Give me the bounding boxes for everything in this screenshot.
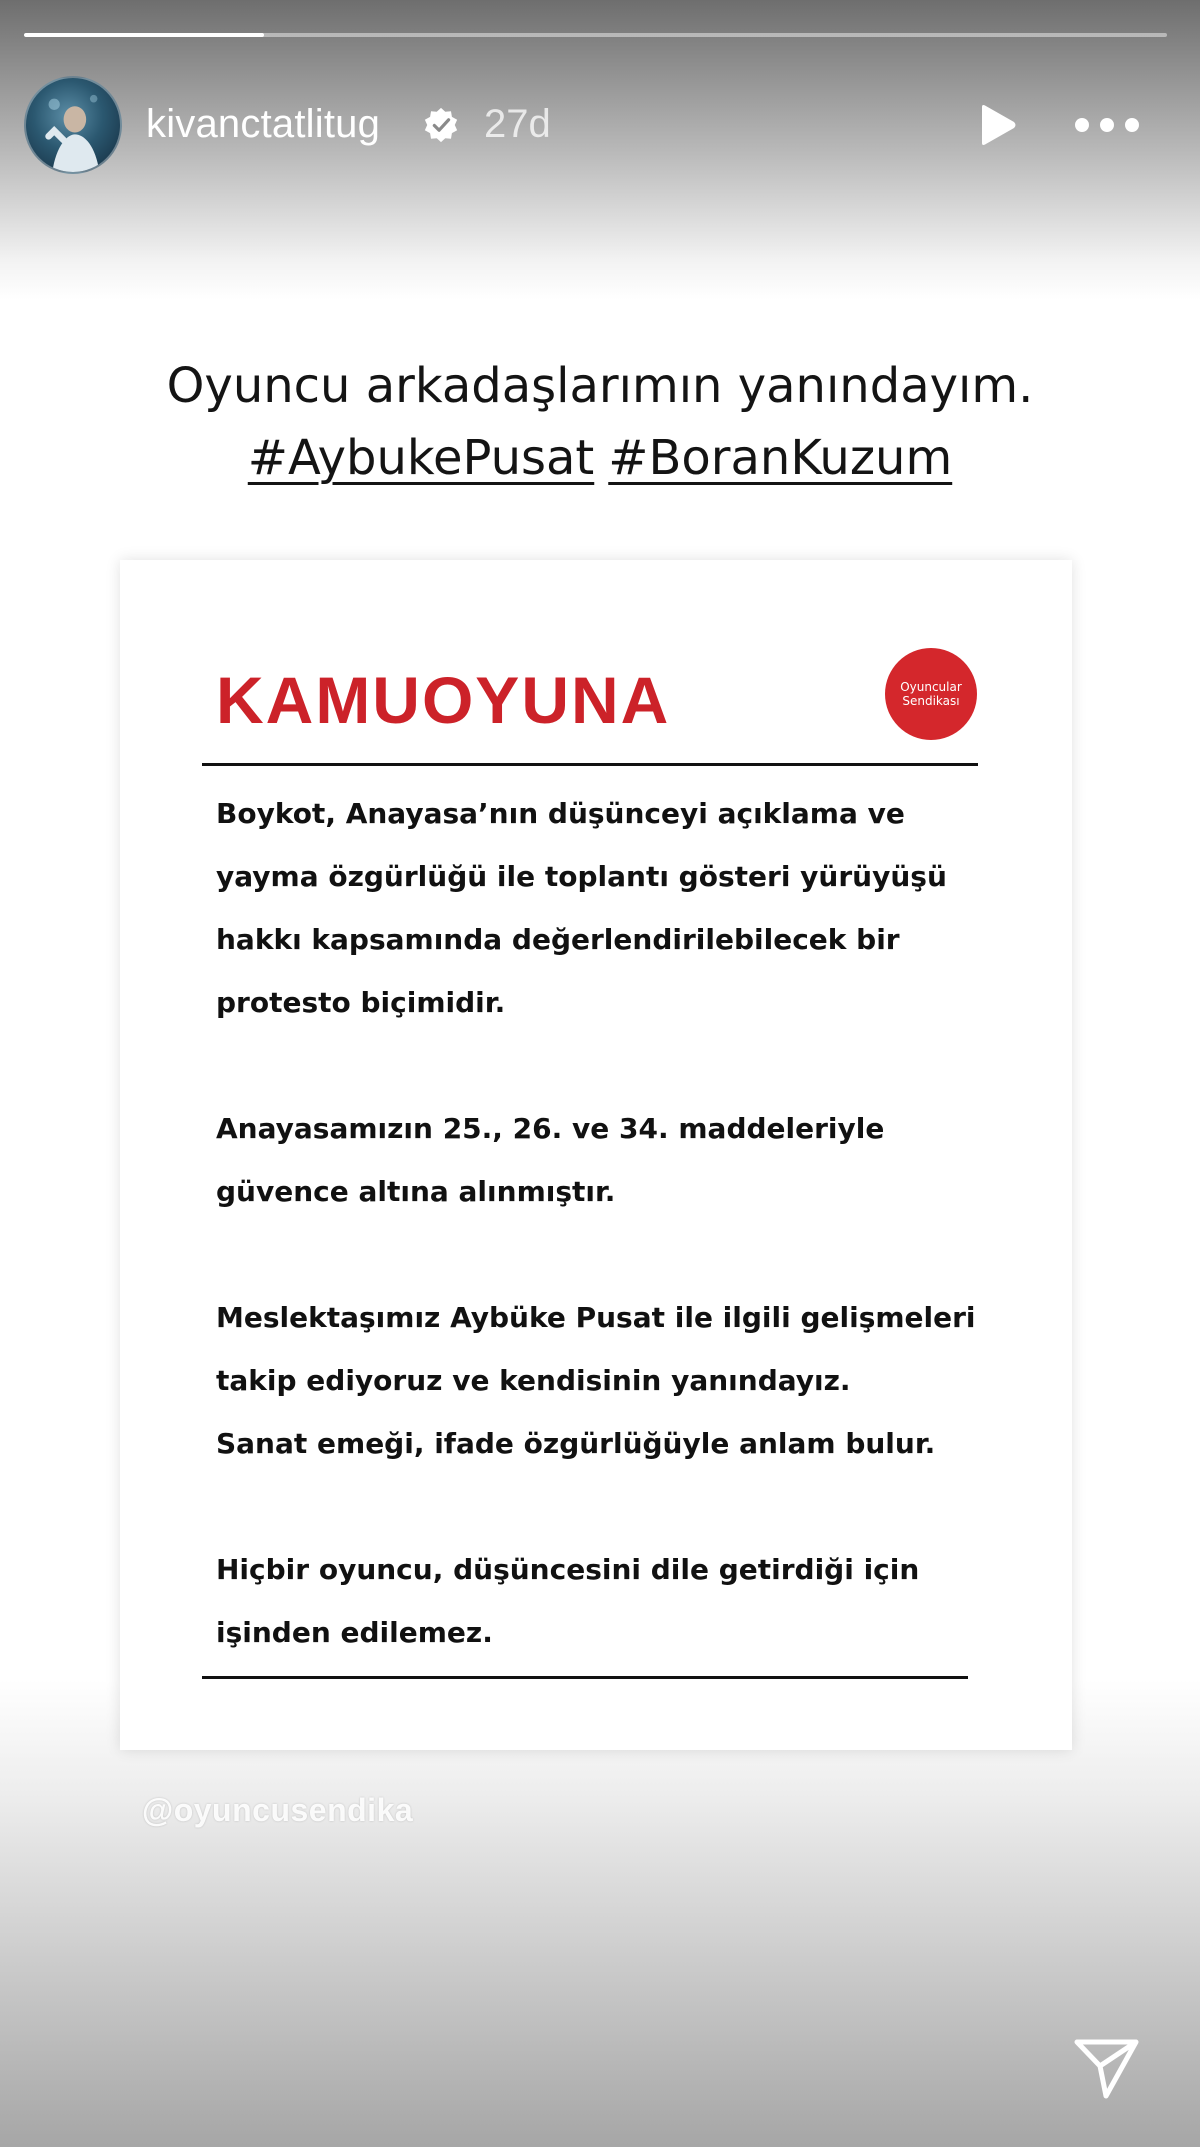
caption-text: Oyuncu arkadaşlarımın yanındayım. [166, 358, 1034, 414]
play-icon[interactable] [974, 102, 1020, 148]
text-line: işinden edilemez. [216, 1616, 493, 1649]
story-progress-bar [24, 33, 1167, 37]
share-icon[interactable] [1072, 2036, 1142, 2100]
announcement-body [216, 782, 976, 1664]
story-caption [0, 350, 1200, 494]
oyuncular-sendikasi-logo [885, 648, 977, 740]
more-options-icon[interactable] [1072, 112, 1142, 138]
text-line: Anayasamızın 25., 26. ve 34. maddeleriyle [216, 1112, 885, 1145]
top-divider [202, 763, 978, 766]
logo-text-line-2: Sendikası [902, 694, 960, 708]
story-progress-fill [24, 33, 264, 37]
text-line: hakkı kapsamında değerlendirilebilecek bir [216, 923, 900, 956]
hashtag-row [0, 422, 1200, 494]
logo-text-line-1: Oyuncular [900, 680, 962, 694]
text-line: güvence altına alınmıştır. [216, 1175, 616, 1208]
text-line: Sanat emeği, ifade özgürlüğüyle anlam bulur. [216, 1427, 936, 1460]
username[interactable]: kivanctatlitug [146, 102, 381, 146]
verified-badge-icon [422, 106, 460, 144]
paragraph-4 [216, 1538, 976, 1664]
text-line: Hiçbir oyuncu, düşüncesini dile getirdiği için [216, 1553, 920, 1586]
avatar-photo-icon [26, 78, 120, 172]
mention-sticker[interactable]: @oyuncusendika [142, 1792, 414, 1828]
story-header [24, 76, 1176, 176]
paragraph-3 [216, 1286, 976, 1475]
text-line: Meslektaşımız Aybüke Pusat ile ilgili gelişmeleri [216, 1301, 976, 1334]
avatar[interactable] [24, 76, 122, 174]
paragraph-1 [216, 782, 976, 1034]
hashtag-borankuzum[interactable]: #BoranKuzum [608, 430, 953, 486]
card-title: KAMUOYUNA [216, 663, 671, 737]
post-time: 27d [484, 102, 551, 146]
text-line: yayma özgürlüğü ile toplantı gösteri yürüyüşü [216, 860, 947, 893]
hashtag-aybukepusat[interactable]: #AybukePusat [247, 430, 595, 486]
text-line: takip ediyoruz ve kendisinin yanındayız. [216, 1364, 851, 1397]
text-line: Boykot, Anayasa’nın düşünceyi açıklama ve [216, 797, 905, 830]
text-line: protesto biçimidir. [216, 986, 506, 1019]
announcement-card [120, 560, 1072, 1750]
paragraph-2 [216, 1097, 976, 1223]
bottom-divider [202, 1676, 968, 1679]
